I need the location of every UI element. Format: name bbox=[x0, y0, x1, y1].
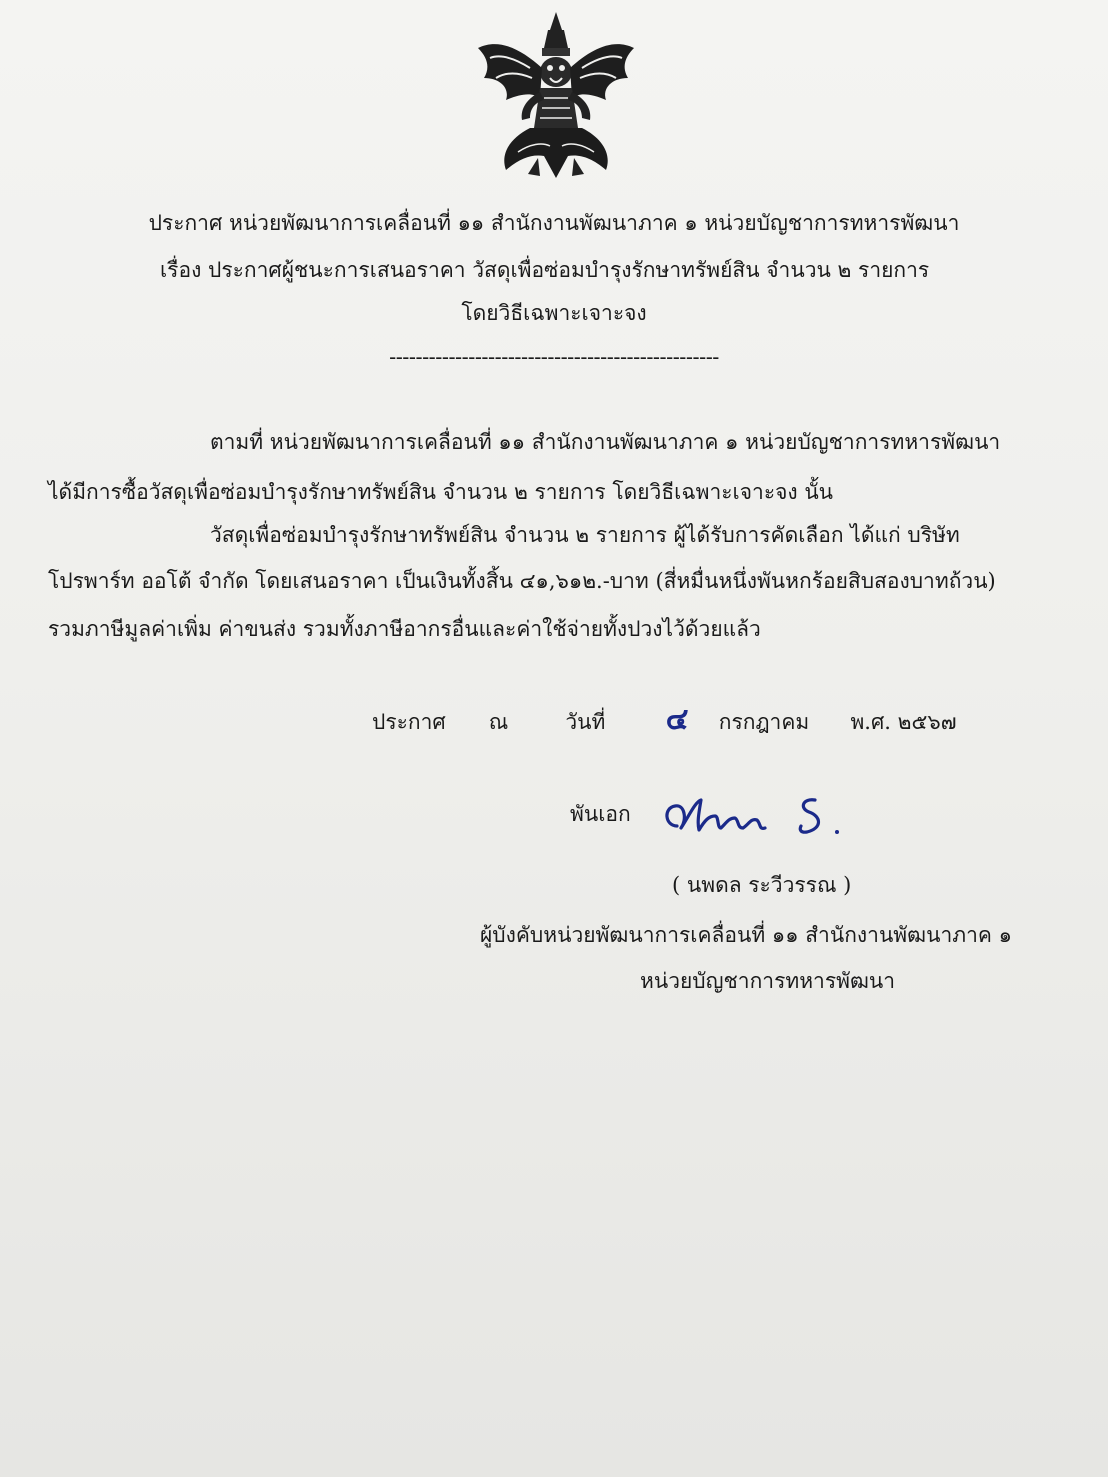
garuda-emblem-icon bbox=[470, 8, 642, 184]
signatory-position-line-1: ผู้บังคับหน่วยพัฒนาการเคลื่อนที่ ๑๑ สำนักงานพัฒนาภาค ๑ bbox=[480, 923, 1012, 947]
signatory-name: ( นพดล ระวีวรรณ ) bbox=[672, 873, 852, 897]
body-paragraph-1-line-1: ตามที่ หน่วยพัฒนาการเคลื่อนที่ ๑๑ สำนักงานพัฒนาภาค ๑ หน่วยบัญชาการทหารพัฒนา bbox=[210, 430, 1001, 454]
signatory-rank: พันเอก bbox=[570, 802, 631, 826]
body-paragraph-2-line-2: โปรพาร์ท ออโต้ จำกัด โดยเสนอราคา เป็นเงินทั้งสิ้น ๔๑,๖๑๒.-บาท (สี่หมื่นหนึ่งพันหกร้อยสิบสองบาทถ้วน) bbox=[48, 569, 996, 593]
header-method: โดยวิธีเฉพาะเจาะจง bbox=[461, 301, 647, 325]
body-paragraph-1-line-2: ได้มีการซื้อวัสดุเพื่อซ่อมบำรุงรักษาทรัพย์สิน จำนวน ๒ รายการ โดยวิธีเฉพาะเจาะจง นั้น bbox=[48, 480, 834, 504]
handwritten-signature-icon bbox=[655, 786, 855, 846]
signatory-position-line-2: หน่วยบัญชาการทหารพัฒนา bbox=[640, 969, 896, 993]
date-day-handwritten: ๔ bbox=[665, 702, 689, 737]
header-line-1: ประกาศ หน่วยพัฒนาการเคลื่อนที่ ๑๑ สำนักงานพัฒนาภาค ๑ หน่วยบัญชาการทหารพัฒนา bbox=[148, 211, 960, 235]
date-year: พ.ศ. ๒๕๖๗ bbox=[850, 710, 957, 734]
date-label-announce: ประกาศ bbox=[372, 710, 446, 734]
date-month: กรกฎาคม bbox=[718, 710, 810, 734]
date-label-day: วันที่ bbox=[565, 710, 606, 734]
body-paragraph-2-line-1: วัสดุเพื่อซ่อมบำรุงรักษาทรัพย์สิน จำนวน ๒ รายการ ผู้ได้รับการคัดเลือก ได้แก่ บริษัท bbox=[210, 523, 960, 547]
header-divider: -------------------------------------------------- bbox=[389, 345, 719, 369]
body-paragraph-2-line-3: รวมภาษีมูลค่าเพิ่ม ค่าขนส่ง รวมทั้งภาษีอากรอื่นและค่าใช้จ่ายทั้งปวงไว้ด้วยแล้ว bbox=[48, 617, 761, 641]
date-label-at: ณ bbox=[488, 710, 509, 734]
announcement-date bbox=[372, 702, 957, 737]
header-subject: เรื่อง ประกาศผู้ชนะการเสนอราคา วัสดุเพื่อซ่อมบำรุงรักษาทรัพย์สิน จำนวน ๒ รายการ bbox=[160, 258, 930, 282]
